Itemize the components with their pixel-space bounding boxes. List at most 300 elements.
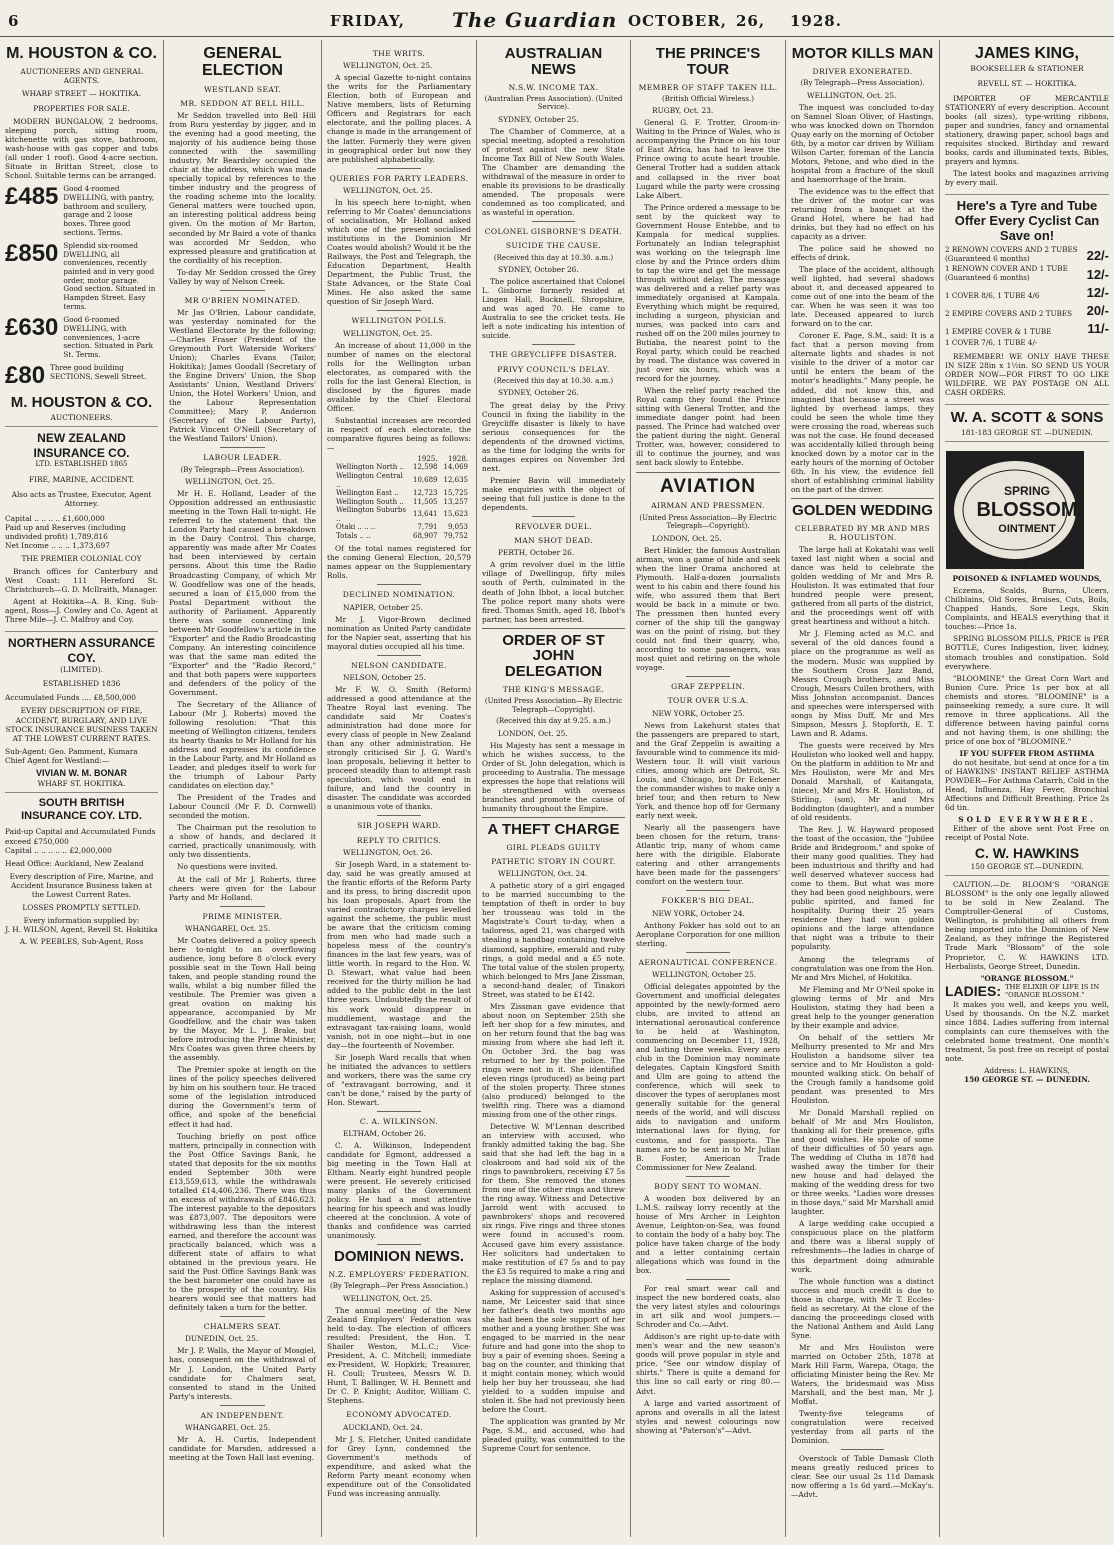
south-british-head-office: Head Office: Auckland, New Zealand: [5, 858, 144, 868]
divider: [636, 472, 780, 473]
column-1: [0, 40, 163, 1537]
property-listing: [5, 364, 158, 388]
james-king-address: REVELL ST. — HOKITIKA.: [977, 78, 1077, 88]
dateline: NAPIER, October 25.: [343, 602, 423, 612]
article-paragraph: C. A. Wilkinson, Independent candidate for Egmont, addressed a big meeting in the Town Hall at Eltham. Nearly eight hundred people were present. He severely criticised many planks of the Government policy. He had a most attentive hearing for his speech and was loudly cheered at the conclusion. A vote of thanks and confidence was carried unanimously.: [327, 1141, 471, 1241]
article-paragraph: Mr J. Vigor-Brown declined nomination as United Party candidate for the Napier seat, asserting that his mayoral duties occupied all his time.: [327, 614, 471, 651]
article-paragraph: Twenty-five telegrams of congratulation were received yesterday from all parts of the Dominion.: [791, 1409, 934, 1446]
south-british-desc: Every description of Fire, Marine, and Accident Insurance Business taken at the Lowest Current Rates.: [9, 871, 154, 899]
credit-line: (British Official Wireless.): [662, 94, 754, 103]
tyre-offer: [945, 246, 1109, 264]
table-row: [333, 489, 471, 498]
tyre-offer: [945, 339, 1109, 348]
dateline: WELLINGTON, Oct. 25.: [343, 61, 433, 71]
tyre-item: 2 EMPIRE COVERS AND 2 TUBES: [945, 308, 1073, 318]
houston-sub-2: AUCTIONEERS.: [50, 412, 113, 422]
sold-label: SOLD EVERYWHERE.: [958, 815, 1096, 825]
dateline: SYDNEY, October 25.: [498, 114, 579, 124]
hawkins-address-2: 150 GEORGE ST. — DUNEDIN.: [964, 1074, 1090, 1084]
credit-line: (By Telegraph—Press Association).: [180, 465, 305, 474]
table-row: [333, 498, 471, 507]
article-paragraph: A special Gazette to-night contains the writs for the Parliamentary Election, both of European and Native members, lists of Returning Officers and Registrars for each electorate, and the polling places. A change is made in the arrangement of the latter. Formerly they were given in geographical order but now they are published alphabetically.: [327, 73, 471, 164]
article-paragraph: A pathetic story of a girl engaged to be married succumbing to the temptation of theft in order to buy her trousseau was told in the Magistrate's Court to-day, when a tailoress, aged 21, was charged with stealing a handbag containing twelve diamond, sapphire, emerald and ruby rings, a gold medal and a £5 note. The total value of the stolen property, which belonged to Mrs Jane Zissman, a second-hand dealer, of Tinakori Street, was stated to be £142.: [482, 881, 625, 999]
article-paragraph: Mr Coates delivered a policy speech here to-night to an overflowing audience, long before 8 o'clock every possible seat in the Town Hall being taken, and people standing round the walls, whilst a big number filled the vestibule. The Premier was given a great ovation on making his appearance, accompanied by Mr Goodfellow, and the chair was taken by the Mayor, Mr L. J. Brake, but before introducing the Prime Minister, Mrs Coates was given three cheers by the assembly.: [169, 935, 316, 1063]
dateline: RUGBY, Oct. 23.: [652, 106, 714, 116]
article-paragraph: The whole function was a distinct success and much credit is due to those in charge, with Mr T. Eccles-field as secretary. At the close of the dancing the proceedings closed with the National Anthem and Auld Lang Syne.: [791, 1276, 934, 1340]
article-paragraph: Asking for suppression of accused's name, Mr Leicester said that since her father's death two months ago she had been the sole support of her mother and a young brother. She was engaged to be married in the near future and had gone into the shop to buy a pair of evening shoes. Seeing a bag on the counter, and thinking that it might contain money, which would help her buy her trousseau, she had yielded to a sudden impulse and stolen it. She had not previously been before the Court.: [482, 1287, 625, 1415]
subheading: CHALMERS SEAT.: [203, 1322, 282, 1332]
article-paragraph: The application was granted by Mr Page, S.M., and accused, who had pleaded guilty, was committed to the Supreme Court for sentence.: [482, 1417, 625, 1454]
james-king-name: JAMES KING,: [974, 45, 1079, 62]
dateline: WELLINGTON, Oct. 25.: [185, 477, 275, 487]
table-cell: 7,791: [417, 523, 438, 532]
subheading: FOKKER'S BIG DEAL.: [661, 896, 755, 906]
divider: [532, 344, 575, 345]
divider: [220, 447, 264, 448]
dateline: NELSON, October 25.: [343, 673, 426, 682]
hawkins-address-label: Address: L. HAWKINS,: [984, 1065, 1070, 1075]
subheading: AERONAUTICAL CONFERENCE.: [638, 957, 778, 967]
section-headline: GENERAL ELECTION: [202, 45, 283, 79]
south-british-capital: Capital .. .. .. .. .. £2,000,000: [5, 845, 112, 855]
article-paragraph: Substantial increases are recorded in respect of each electorate, the comparative figures being as follows:—: [327, 415, 471, 452]
dateline: WELLINGTON, Oct. 25.: [343, 1294, 433, 1303]
article-paragraph: A wooden box delivered by an L.M.S. railway lorry recently at the house of Mrs Archer in Leighton Avenue, Leighton-on-Sea, was found to contain the body of a baby boy. The police have taken charge of the body and a letter containing certain allegations which was found in the box.: [636, 1193, 780, 1276]
article-paragraph: At the call of Mr J. Roberts, three cheers were given for the Labour Party and Mr Holland.: [169, 874, 316, 902]
south-british-subagent: A. W. PEEBLES, Sub-Agent, Ross: [19, 936, 144, 946]
masthead: [0, 0, 1114, 37]
article-paragraph: The President of the Trades and Labour Council (Mr F. D. Cornwell) seconded the motion.: [169, 793, 316, 821]
table-cell: 15,623: [443, 510, 468, 519]
divider: [377, 1111, 420, 1112]
tyre-item: 2 RENOWN COVERS AND 2 TUBES (Guaranteed 6 months): [945, 244, 1078, 263]
ladies-tagline: THE ELIXIR OF LIFE IS IN "ORANGE BLOSSOM.": [1005, 982, 1100, 1000]
article-paragraph: The guests were received by Mrs Houliston who looked well and happy. On the platform in addition to Mr and Mrs Houliston, were Mr and Mrs Donald Marshall, of Kaitangata, (niece), Mr and Mrs R. Houliston, of Stirling, (son), Mr and Mrs Boddington (daughter), and a number of old residents.: [791, 740, 934, 823]
property-price: £80: [5, 362, 46, 390]
tyre-item: 1 EMPIRE COVER & 1 TUBE: [945, 326, 1052, 336]
divider: [841, 1449, 884, 1450]
column-5: [631, 40, 785, 1537]
divider: [220, 906, 264, 907]
houston-sub: AUCTIONEERS AND GENERAL AGENTS.: [20, 66, 143, 85]
advert-paragraph: Addison's are right up-to-date with men's wear and the new season's goods will prove popular in style and price. "See our window display of shirts." There is quite a demand for this line so call early or ring 80.—Advt.: [636, 1332, 780, 1396]
credit-line: (United Press Association—By Electric Telegraph—Copyright).: [484, 697, 623, 714]
tyre-offer: [945, 265, 1109, 283]
article-paragraph: Detective W. M'Lennan described an interview with accused, who frankly admitted taking the bag. She said that she had left the bag in a cloakroom and had sold six of the rings to pawnbrokers, receiving £7 5s for them. She removed the stones from one of the other rings and threw the ring away. Witness and Detective Jarrold went with accused to pawnbrokers' shops and recovered six rings. Five rings and three stones were found in accused's room. Accused gave him every assistance. Her solicitors had undertaken to make restitution of £7 5s and to pay the £3 5s required to make a ring and replace the missing diamond.: [482, 1122, 625, 1285]
dateline: DUNEDIN, Oct. 25.: [185, 1334, 259, 1344]
table-cell: 12,635: [443, 476, 468, 485]
section-headline: AUSTRALIAN NEWS: [504, 45, 603, 78]
article-paragraph: The annual meeting of the New Zealand Employers' Federation was held to-day. The election of officers resulted: President, the Hon. T. Shailer Weston, M.L.C.; Vice-President, A. C. Mitchell; immediate ex-President, W. Hopkirk; Treasurer, H. Coull; Trustees, Messrs W. D. Hunt, T. Ballinger, W. H. Bennett and Dr C. P. Knight; Auditor, William C. Stephens.: [327, 1306, 471, 1406]
james-king-text: IMPORTER OF MERCANTILE STATIONERY of every description. Account books (all sizes), type-writing ribbons, paper and sundries, fancy and ornamental stationery, drawing paper, school bags and requisites stocked. Birthday and reward books, cards and illuminated texts, Bibles, prayers and hymns.: [945, 93, 1109, 166]
dateline: WHANGAREI, Oct. 25.: [185, 1422, 271, 1432]
section-headline: GOLDEN WEDDING: [792, 501, 933, 519]
nzi-trustee: Also acts as Trustee, Executor, Agent Attorney.: [11, 489, 152, 508]
nzi-ad: [5, 431, 158, 632]
article-paragraph: Of the total names registered for the coming General Election, 20,579 names appear on the Supplementary Rolls.: [327, 544, 471, 581]
table-cell: 11,505: [413, 497, 438, 506]
article-paragraph: A grim revolver duel in the little village of Dwellingup, fifty miles south of Perth, culminated in the death of John Ibbot, a local butcher. The police report many shots were fired. Thomas Smith, aged 18, Ibbot's partner, has been arrested.: [482, 560, 625, 624]
tyre-offer: [945, 303, 1109, 319]
page-number: 6: [8, 12, 20, 30]
northern-subagent: Sub-Agent: Geo. Pamment, Kumara: [5, 746, 138, 756]
subheading: ECONOMY ADVOCATED.: [346, 1410, 452, 1420]
divider: [482, 628, 625, 629]
spring-blossom-ad: [945, 446, 1109, 876]
table-cell: Wellington Suburbs ..: [336, 506, 406, 523]
article-paragraph: Mr J. Fleming acted as M.C. and several of the old dances found a place on the programme as well as the modern. Music was supplied by the Southern Cross Jazz Band, Messrs Crough brothers, and Miss Crough, Messrs Cullen brothers, with Miss Johnston accompanist. Dances and speeches were interspersed with songs by Miss Duff, Mr and Mrs Simpson, Messrs J. Stopforth, E. T. Lawn and R. Adams.: [791, 629, 934, 738]
article-paragraph: The inquest was concluded to-day on Samuel Sloan Oliver, of Hastings, who was knocked down on Thorndon Quay early on the morning of October 6th, by a motor car driven by William Wilson Carter, foreman of the Lancia Motors, Petone, and who died in the hospital from a fracture of the skull and haemorrhage of the brain.: [791, 102, 934, 184]
nzi-tagline: THE PREMIER COLONIAL COY: [21, 553, 142, 563]
asthma-text: do not hesitate, but send at once for a tin of HAWKINS' INSTANT RELIEF ASTHMA POWDER—For Asthma Catarrh, Cold in the Head, Influenza, Hay Fever, Bronchial Affections and Difficult Breathing. Price 2s 6d tin.: [945, 757, 1109, 813]
tyre-price: 12/-: [1086, 267, 1109, 283]
article-paragraph: When the relief party reached the Royal camp they found the Prince sitting with General Trotter, and the immediate danger point had been passed. The Prince had watched over the patient during the night. General Trotter, was, however, considered to ill to continue the journey, and was sent back slowly to Entebbe.: [636, 386, 780, 468]
divider: [686, 676, 729, 677]
article-paragraph: Mr and Mrs Houliston were married on October 25th, 1878 at Mark Hill Farm, Warepa, Otago, the officiating Minister being the Rev. Mr Waters, the bridesmaid was Miss Marshall, and the best man, Mr J. Moffat.: [791, 1342, 934, 1406]
dateline: WELLINGTON, Oct. 25.: [343, 185, 433, 195]
tyre-ad: [945, 199, 1109, 405]
houston-name: M. HOUSTON & CO.: [6, 45, 157, 62]
divider: [377, 168, 420, 169]
article-paragraph: Nearly all the passengers have been chosen for the return, trans-Atlantic trip, many of whom came here with the dirigible. Elaborate catering and other arrangements have been made for the passengers' comfort on the western tour.: [636, 823, 780, 887]
subheading: AIRMAN AND PRESSMEN.: [651, 501, 765, 511]
column-3: [322, 40, 476, 1537]
credit-line: (Australian Press Association). (United Service).: [484, 94, 623, 112]
wounds-label: POISONED & INFLAMED WOUNDS,: [952, 574, 1102, 584]
property-listing: MODERN BUNGALOW, 2 bedrooms, sleeping porch, sitting room, kitchenette with gas stove, bathroom, wash-house with gas copper and tubs (all under 1 roof). Good 4-acre section. Situate in Brittan Street, close to School. Suitable terms can be arranged.: [5, 117, 158, 181]
received-line: (Received this day at 10.30. a.m.): [493, 376, 614, 385]
article-paragraph: Bert Hinkler, the famous Australian airman, won a game of hide and seek when the liner Orama anchored at Plymouth. Half-a-dozen journalists went to his cabin and there found his wife, who assured them that Bert would be back in a minute or two. The pressmen then hunted every corner of the ship till the gangway was on the point of rising, but they could not find their quarry, who, according to some passengers, was most quiet and retiring on the whole voyage.: [636, 545, 780, 673]
south-british-losses: LOSSES PROMPTLY SETTLED.: [22, 902, 141, 912]
article-paragraph: Mr A. H. Curtis, Independent candidate for Marsden, addressed a meeting at the Town Hall last evening.: [169, 1434, 316, 1462]
article-paragraph: His Majesty has sent a message in which he wishes success, to the Order of St. John delegation, which is proceeding to Australia. The message expresses the hope that relations will be strengthened with overseas branches and promote the cause of humanity throughout the Empire.: [482, 740, 625, 813]
property-listing: [5, 242, 158, 311]
article-paragraph: Mr J. S. Fletcher, United candidate for Grey Lynn, condemned the Government's methods of expenditure, and asked what the Reform Party meant economy when expenditure out of the Consolidated Fund was increasing annually.: [327, 1434, 471, 1498]
nzi-branch: Branch offices for Canterbury and West Coast: 111 Hereford St. Christchurch—G. D. McIlraith, Manager.: [5, 566, 158, 594]
tyre-price: 20/-: [1086, 302, 1109, 318]
tyre-price: 11/-: [1087, 320, 1109, 336]
tyre-headline: Here's a Tyre and Tube Offer Every Cyclist Can Save on!: [954, 198, 1100, 243]
article-paragraph: The Chamber of Commerce, at a special meeting, adopted a resolution of protest against the new State Income Tax Bill of New South Wales. The Chamber are demanding the withdrawal of the measure in order to enable its provisions to be drastically amended. The proposals were condemned as too complicated, and as wasteful in operation.: [482, 126, 625, 218]
houston-address: WHARF STREET — HOKITIKA.: [21, 88, 142, 98]
dateline: WELLINGTON, October 25.: [652, 969, 757, 979]
article-paragraph: Mr H. E. Holland, Leader of the Opposition addressed an enthusiastic meeting in the Town Hall to-night. He referred to the statement that the London Party had caused a breakdown in the Dairy Control. This charge, apparently was made after Mr Coates had been interviewed by certain persons. About this time the Radio Broadcasting Company, of which Mr W. Goodfellow was one of the heads, secured a loan of £15,000 from the Postal Department without the authority of Parliament. Apparently there was some connecting link between Mr Goodfellow's article in the "Exporter" and the Radio Broadcasting Company. An interesting coincidence was that the same man edited the "Exporter" and the "Radio Record," and that both papers were supporters and defenders of the policy of the Government.: [169, 489, 316, 697]
asthma-heading: IF YOU SUFFER FROM ASTHMA: [959, 748, 1095, 758]
table-header-cell: [333, 455, 410, 464]
divider: [532, 516, 575, 517]
blossom-text: Eczema, Scalds, Burns, Ulcers, Chilblains, Old Sores, Bruises, Cuts, Boils, Chapped Hands, Sore Legs, Skin Complaints, and HEALS everything that it touches:—Price 1s.: [945, 586, 1109, 632]
property-price: £485: [5, 183, 59, 211]
property-text: Good 4-roomed DWELLING, with pantry, bathroom and scullery, garage and 2 loose boxes. Three good sections. Terms.: [63, 184, 154, 237]
houston-ad: [5, 44, 158, 427]
nzi-income: Net Income .. .. .. 1,373,697: [5, 540, 110, 550]
subheading: WELLINGTON POLLS.: [351, 316, 447, 326]
subheading: PRIVY COUNCIL'S DELAY.: [497, 364, 610, 374]
article-paragraph: Premier Bavin will immediately make enquiries with the object of seeing that full justice is done to the dependents.: [482, 475, 625, 512]
divider: [686, 890, 729, 891]
property-text: Splendid six-roomed DWELLING, all conveniences, recently painted and in very good order, motor garage. Good section. Situated in Hampden Street. Easy terms.: [63, 241, 156, 311]
article-paragraph: Mr J. P. Walls, the Mayor of Mosgiel, has, consequent on the withdrawal of Mr J. London, the United Party candidate for Chalmers seat, consented to stand in the United Party's interests.: [169, 1346, 316, 1401]
table-row: [333, 506, 471, 523]
dateline: WELLINGTON, Oct. 25.: [807, 90, 897, 100]
dateline: ELTHAM, October 26.: [343, 1129, 427, 1139]
table-cell: 12,723: [413, 489, 438, 498]
subheading: PATHETIC STORY IN COURT.: [491, 857, 616, 866]
table-cell: 12,598: [413, 463, 438, 472]
table-row: [333, 472, 471, 489]
northern-chief: Chief Agent for Westland:—: [5, 755, 110, 765]
article-paragraph: Among the telegrams of congratulation was one from the Hon. Mr and Mrs Michel, of Hokitika.: [791, 954, 934, 982]
subheading: LABOUR LEADER.: [203, 453, 282, 463]
tyre-price: 12/-: [1086, 284, 1109, 300]
subheading: N.S.W. INCOME TAX.: [508, 82, 599, 92]
article-paragraph: On behalf of the settlers Mr Melhurry presented to Mr and Mrs Houliston a handsome silver tea service and to Mr Houliston a gold-mounted walking stick. On behalf of the Crough family a handsome gold pendant was presented to Mrs Houliston.: [791, 1032, 934, 1105]
dateline: WELLINGTON, Oct. 25.: [343, 328, 433, 338]
masthead-month: OCTOBER,: [628, 12, 728, 30]
newspaper-title: The Guardian: [452, 8, 618, 32]
tyre-item: 1 COVER 7/6, 1 TUBE 4/-: [945, 337, 1038, 347]
table-cell: 15,725: [443, 489, 468, 498]
property-price: £630: [5, 314, 59, 342]
subheading: GRAF ZEPPELIN.: [671, 682, 745, 692]
subheading: MEMBER OF STAFF TAKEN ILL.: [638, 82, 778, 92]
article-paragraph: No questions were invited.: [177, 862, 278, 872]
blossom-top: SPRING: [1003, 483, 1050, 498]
advert-paragraph: For real smart wear call and inspect the new bordered coats, also the very latest styles and colourings in art silk and wool jumpers.—Schroder and Co.—Advt.: [636, 1284, 780, 1330]
table-cell: Otaki .. .. ..: [336, 523, 376, 532]
divider: [482, 817, 625, 818]
article-paragraph: General G. F. Trotter, Groom-in-Waiting to the Prince of Wales, who is accompanying the Prince on his tour of East Africa, has had to leave the Prince owing to acute heart trouble. General Trotter had a sudden attack and collapsed in the river boat Lugard while the party were crossing Lake Albert.: [636, 118, 780, 200]
dateline: LONDON, Oct. 25.: [498, 728, 568, 738]
subheading: NELSON CANDIDATE.: [351, 660, 447, 670]
scott-ad: [945, 409, 1109, 441]
james-king-ad: [945, 44, 1109, 195]
section-headline: DOMINION NEWS.: [334, 1248, 464, 1266]
dateline: WELLINGTON, Oct. 26.: [343, 847, 433, 857]
south-british-ad: [5, 797, 158, 946]
article-paragraph: News from Lakehurst states that the passengers are prepared to start, and the Graf Zeppelin is awaiting a favourable wind to commence its mid-Western tour. It will visit various cities, among which are Detroit, St. Louis, and Chicago, but Dr Eckener the commander wishes to make only a brief tour, and then return to New York, and thence hop off for Germany early next week.: [636, 720, 780, 821]
article-paragraph: The Premier spoke at length on the lines of the policy speeches delivered by him on his southern tour. He traced some of the legislation introduced during the Government's term of office, and spoke of the beneficial effect it had had.: [169, 1065, 316, 1129]
caution-text: CAUTION.—Dr. BLOOM'S "ORANGE BLOSSOM" is the only one legally allowed to be sold in New Zealand. The Comptroller-General of Customs, Wellington, is prohibiting all others from being imported into the Dominion of New Zealand, as they infringe the Registered Trade Mark "Blossom" of the sole Proprietor, C. W. HAWKINS LTD. Herbalists, George Street, Dunedin.: [945, 880, 1109, 971]
masthead-day: FRIDAY,: [330, 12, 406, 30]
subheading: MAN SHOT DEAD.: [514, 536, 593, 546]
tyre-price: 22/-: [1086, 247, 1109, 263]
northern-limited: (LIMITED).: [60, 665, 103, 675]
article-paragraph: The great delay by the Privy Council in fixing the liability in the Greycliffe disaster is likely to have serious consequences for the dependents of the drowned victims, as the time for lodging the writs for damages expires on November 3rd next.: [482, 400, 625, 473]
table-cell: 68,907: [413, 531, 438, 540]
james-king-text: The latest books and magazines arriving by every mail.: [945, 168, 1109, 187]
column-7: [940, 40, 1114, 1537]
houston-name-2: M. HOUSTON & CO.: [10, 394, 153, 412]
property-text: Good 6-roomed DWELLING, with conveniences, 1-acre section. Situated in Park St. Terms.: [63, 315, 153, 359]
divider: [686, 952, 729, 953]
divider: [377, 815, 420, 816]
hawkins-address: 150 GEORGE ST.—DUNEDIN.: [970, 862, 1084, 872]
blossom-mid: BLOSSOM: [976, 499, 1078, 522]
masthead-date: 26,: [736, 12, 766, 30]
divider: [377, 1244, 420, 1245]
dateline: NEW YORK, October 24.: [652, 908, 745, 918]
article-paragraph: Anthony Fokker has sold out to an Aeroplane Corporation for one million sterling.: [636, 920, 780, 948]
nzi-name: NEW ZEALAND INSURANCE CO.: [33, 430, 130, 460]
divider: [377, 310, 420, 311]
subheading: THE KING'S MESSAGE.: [502, 684, 605, 694]
divider: [220, 1405, 264, 1406]
tyre-offer: [945, 321, 1109, 337]
subheading: THE GREYCLIFFE DISASTER.: [489, 350, 618, 360]
dateline: WHANGAREI, Oct. 25.: [185, 923, 271, 933]
column-4: [477, 40, 630, 1537]
subheading: PRIME MINISTER.: [202, 911, 283, 921]
nzi-paid: Paid up and Reserves (including undivided profit) 1,789,816: [5, 522, 126, 541]
nzi-capital: Capital .. .. .. .. £1,600,000: [5, 513, 105, 523]
south-british-agent: J. H. WILSON, Agent, Revell St. Hokitika: [5, 924, 158, 934]
article-paragraph: Mr Seddon travelled into Bell Hill from Ruru yesterday by jigger, and in the evening had a good meeting, the majority of his audience being those connected with the sawmilling industry. Mr Beardsley occupied the chair at the address, which was made specially topical by references to the timber industry and the progress of the roading scheme into the locality. General matters were touched upon, an interesting political address being given. On the motion of Mr Barton, seconded by Mr Baird a vote of thanks was accorded Mr Seddon, who expressed pleasure and gratification at the cordiality of his reception.: [169, 111, 316, 265]
subheading: DRIVER EXONERATED.: [812, 66, 913, 76]
article-paragraph: An increase of about 11,000 in the number of names on the electoral rolls for the Wellington urban electorates, as compared with the rolls for the last General Election, is disclosed by the figures made available by the Chief Electoral Officer.: [327, 340, 471, 413]
article-paragraph: Mr Fleming and Mr O'Neil spoke in glowing terms of Mr and Mrs Houliston, stating they had been a great help to the younger generation by their example and advice.: [791, 984, 934, 1030]
pills-text: SPRING BLOSSOM PILLS, PRICE is PER BOTTLE, Cures Indigestion, liver, kidney, stomach troubles and constipation. Sold everywhere.: [945, 634, 1109, 671]
subheading: TOUR OVER U.S.A.: [667, 696, 749, 706]
article-paragraph: To-day Mr Seddon crossed the Grey Valley by way of Nelson Creek.: [169, 267, 316, 286]
table-row: [333, 455, 471, 464]
northern-established: ESTABLISHED 1836: [42, 679, 121, 689]
article-paragraph: The evidence was to the effect that the driver of the motor car was returning from a banquet at the Grand Hotel, where he had had drinks, but they had no effect on his capacity as a driver.: [791, 186, 934, 241]
divider: [377, 584, 420, 585]
table-cell: 79,752: [443, 531, 468, 540]
northern-ad: [5, 636, 158, 793]
divider: [220, 1316, 264, 1317]
article-paragraph: A large wedding cake occupied a conspicuous place on the platform and there was a liberal supply of refreshments—the ladies in charge of this department doing admirable work.: [791, 1219, 934, 1274]
column-2: [164, 40, 321, 1537]
credit-line: (United Press Association—By Electric Telegraph—Copyright).: [639, 513, 777, 531]
south-british-info: Every information supplied by:: [23, 915, 140, 925]
section-headline: THE PRINCE'S TOUR: [655, 45, 761, 78]
article-paragraph: Mrs Zissman gave evidence that about noon on September 25th she left her shop for a few minutes, and on her return found that the bag was missing from where she had left it. On October 3rd. the bag was returned to her by the police. The rings were not in it. She identified eleven rings (produced) as being part of the stolen property. Three stones (also produced) belonged to the twelfth ring. There was a diamond missing from one of the other rings.: [482, 1001, 625, 1120]
dateline: WELLINGTON, Oct. 24.: [498, 869, 588, 879]
properties-heading: PROPERTIES FOR SALE.: [33, 103, 130, 113]
subheading: N.Z. EMPLOYERS' FEDERATION.: [328, 1270, 470, 1280]
tyre-remember: REMEMBER! WE ONLY HAVE THESE IN SIZE 28in x 1½in. SO SEND US YOUR ORDER NOW—FOR FIRST TO GO LIKE WILDFIRE. WE PAY POSTAGE ON ALL CASH ORDERS.: [945, 352, 1109, 398]
divider: [377, 655, 420, 656]
nzi-agents: Agent at Hokitika—A. B. King. Sub-agent, Ross—J. Cowley and Co. Agent at Three Mile—J. C. Malfroy and Coy.: [5, 597, 158, 625]
divider: [220, 290, 264, 291]
table-cell: 13,641: [413, 510, 438, 519]
ladies-label: LADIES:: [945, 982, 1001, 999]
dateline: AUCKLAND, Oct. 24.: [343, 1422, 423, 1432]
orange-blossom-heading: "ORANGE BLOSSOM.": [980, 973, 1074, 983]
article-paragraph: The place of the accident, although well lighted, had several shadows about it, and deceased appeared to come out of one into the beam of the car. When he was seen it was too late. Deceased appeared to lurch forward on to the car.: [791, 265, 934, 329]
orange-blossom-ad: [945, 880, 1109, 1084]
table-cell: Wellington East ..: [336, 489, 399, 498]
article-paragraph: Official delegates appointed by the Government and unofficial delegates appointed by the newly-formed aero clubs, are invited to attend an international aeronautical conference to be held at Washington, commencing on December 11, 1928, and lasting three weeks. Every aero club in the Dominion may nominate delegates. Captain Kingsford Smith and Ulm are going to attend the conference, which will seek to discover the types of aeroplanes most generally suitable for the general needs of the world, and will discuss aids to navigation and uniform international laws for flying, for customs, and for passports. The names are to be sent in to Mr Julian B. Foster, American Trade Commissioner for New Zealand.: [636, 981, 780, 1172]
property-listing: [5, 316, 158, 359]
article-paragraph: The Rev. J. W. Hayward proposed the toast of the occasion, the "Jubilee Bride and Bridegroom," and spoke of their many good qualities. They had been industrious and thrifty and had well deserved whatever success had come to them. But what was more they had been good neighbours, were public spirited, and famed for hospitality. During their 25 years residence they had won golden opinions and the large attendance that night was a tribute to their popularity.: [791, 825, 934, 952]
advert-paragraph: A large and varied assortment of aprons and overalls in all the latest styles and newest colourings now showing at "Paterson's"—Advt.: [636, 1398, 780, 1435]
poll-table: [333, 455, 471, 540]
subheading: REVOLVER DUEL.: [514, 521, 593, 531]
northern-name: NORTHERN ASSURANCE COY.: [8, 636, 155, 665]
tyre-offer: [945, 285, 1109, 301]
divider: [532, 221, 575, 222]
table-header-cell: 1925.: [417, 454, 438, 463]
credit-line: (By Telegraph—Press Association).: [800, 79, 925, 87]
article-paragraph: Coroner E. Page, S.M., said: It is a fact that a person moving from alternate lights and shades is not visible to the driver of a motor car until he enters the beam of the motor's headlights." Many people, he added, did not know this, and imagined that because a street was lighted by overhead lamps, they could be seen the whole time they were crossing the road, whereas such was not the case. He found deceased was accidentally killed through being knocked down by a motor car in the early hours of the morning of October 6th. In his view, the evidence fell short of establishing criminal liability on the part of the driver.: [791, 331, 934, 494]
orange-blossom-text: It makes you well, and keeps you well, Used by thousands. On the N.Z. market since 1884. Ladies suffering from internal complaints can cure themselves with the celebrated home treatment. One month's treatment, 5s post free on receipt of postal note.: [945, 999, 1109, 1063]
table-cell: 10,689: [413, 476, 438, 485]
masthead-year: 1928.: [790, 12, 842, 30]
property-text: Three good building SECTIONS, Sewell Street.: [50, 363, 147, 382]
article-paragraph: Sir Joseph Ward, in a statement to-day, said he was greatly amused at the frantic efforts of the Reform Party and its press, to bring discredit upon his loan proposals. Apart from the varied contradictory charges levelled against the scheme, the public must be aware that the criticism coming from men who had made such a hopeless mess of the country's finances in the last few years, was of little worth. In regard to the Hon. W. D. Stewart, what value had been received for the thirty million he had added to the public debt in the last three years. Undoubtedly the result of his work would disappear in muddlement, wastage and the extravagant tax-raising loans, would vanish, not in one night—but in one day—the fourteenth of November.: [327, 860, 471, 1050]
northern-desc: EVERY DESCRIPTION OF FIRE, ACCIDENT, BURGLARY, AND LIVE STOCK INSURANCE BUSINESS TAKEN AT THE LOWEST CURRENT RATES.: [5, 706, 158, 743]
article-paragraph: The large hall at Kokatahi was well taxed last night when a social and dance was held to celebrate the golden wedding of Mr and Mrs R. Houliston. It was estimated that four hundred people were present, gathered from all parts of the district, and the proceedings went off with great heartiness and without a hitch.: [791, 545, 934, 627]
subheading: SUICIDE THE CAUSE.: [505, 241, 602, 251]
subheading: CELEBRATED BY MR AND MRS R. HOULISTON.: [794, 523, 931, 542]
northern-funds: Accumulated Funds .... £8,500,000: [5, 693, 136, 703]
table-cell: 13,257: [443, 497, 468, 506]
article-paragraph: The Prince ordered a message to be sent by the quickest way to Government House Entebbe, and to Kampala for medical supplies. Fortunately an Indian telegraphist was working on the telegraph line close by and the Prince orders dhim to tap the wire and get the message through without delay. The message was delivered and a relief party was immediately organised at Kampala. Everything which might be required, including a surgeon, physician and nurses, was packed into cars and rushed off on the 200 miles journey to Butiaba, the nearest point to the Royal party, which could be reached by road. The distance was covered in just over six hours, which was a record for the journey.: [636, 202, 780, 384]
section-headline: A THEFT CHARGE: [487, 821, 620, 838]
south-british-name: SOUTH BRITISH INSURANCE COY. LTD.: [21, 796, 142, 823]
postfree-text: Either of the above sent Post Free on receipt of Postal Note.: [945, 824, 1109, 843]
hawkins-name: C. W. HAWKINS: [974, 845, 1080, 862]
property-listing: [5, 185, 158, 237]
credit-line: (By Telegraph—Per Press Association.): [330, 1282, 468, 1291]
received-line: (Received this day at 9.25. a.m.): [496, 717, 611, 726]
subheading: REPLY TO CRITICS.: [356, 835, 442, 845]
subheading: THE WRITS.: [372, 49, 426, 58]
subheading: MR. SEDDON AT BELL HILL.: [180, 98, 305, 108]
dateline: SYDNEY, October 26.: [498, 265, 579, 275]
table-row: [333, 532, 471, 541]
blossom-bot: OINTMENT: [998, 522, 1056, 535]
subheading: COLONEL GISBORNE'S DEATH.: [484, 227, 623, 237]
cures-label: CURES: [1004, 562, 1050, 572]
dateline: PERTH, October 26.: [498, 548, 575, 558]
article-paragraph: The Secretary of the Alliance of Labour (Mr J. Roberts) moved the following resolution: "That this meeting of Wellington citizens, tenders its hearty thanks to Mr Holland for his address and expresses its confidence in the Labour Party, and Mr Holland as Leader, and pledges itself to work for the triumph of Labour Party candidates on election day.": [169, 699, 316, 791]
article-paragraph: The police ascertained that Colonel L. Gisborne formerly resided at Lingen Hall, Bucknell, Shropshire, and was aged 70. He came to Australia to see the cricket tests. He left a note indicating his intention of suicide.: [482, 277, 625, 341]
received-line: (Received this day at 10.30. a.m.): [493, 253, 614, 262]
table-cell: Totals .. ..: [336, 531, 371, 540]
table-cell: Wellington Central ..: [336, 471, 403, 489]
property-price: £850: [5, 240, 59, 268]
subheading: SIR JOSEPH WARD.: [357, 821, 441, 831]
article-paragraph: Sir Joseph Ward recalls that when he initiated the advances to settlers and workers, there was the same cry of "extravagant borrowing, and it can't be done," raised by the party of Hon. Stewart.: [327, 1052, 471, 1107]
table-cell: 14,069: [443, 463, 468, 472]
divider: [791, 498, 934, 499]
nzi-lines: FIRE, MARINE, ACCIDENT.: [28, 474, 135, 484]
tyre-item: 1 RENOWN COVER AND 1 TUBE (Guaranteed 6 months): [945, 264, 1068, 283]
tyre-item: 1 COVER 8/6, 1 TUBE 4/6: [945, 291, 1040, 301]
article-paragraph: Touching briefly on post office matters, principally in connection with the Post Office Savings Bank, he stated that deposits for the six months ended September 30th were £13,559,613, while the withdrawals totalled £14,406,236. There was thus an excess of withdrawals of £846,623. The interest payable to the depositors was £873,007. The depositors were withdrawing less than the interest earned, and therefore the account was practically balanced, which was a different state of affairs to what obtained in the previous years. He said the Post Office Savings Bank was the best barometer one could have as to the prosperity of the country. His hearers would see that matters had definitely taken a turn for the better.: [169, 1131, 316, 1313]
section-headline: ORDER OF ST JOHN DELEGATION: [502, 631, 605, 681]
column-6: [786, 40, 939, 1537]
subheading: MR O'BRIEN NOMINATED.: [184, 295, 301, 305]
nzi-established: LTD. ESTABLISHED 1865: [35, 460, 128, 469]
article-paragraph: Mr F. W. O. Smith (Reform) addressed a good attendance at the Theatre Royal last evening. The candidate said Mr Coates's administration had done more for every class of people in New Zealand than any other administration. He strongly criticised Sir J. G. Ward's loan proposals, believing it better to proceed steadily than to attempt rash speculation, which would end in failure, and land the country in disaster. The candidate was accorded a unanimous vote of thanks.: [327, 685, 471, 812]
bloomine-text: "BLOOMINE" the Great Corn Wart and Bunion Cure. Price 1s per box at all chemists and stores. "BLOOMINE" is a painseeking remedy, a sure cure. It will remove in three applications. All the difference between having painful corns and not having them, is one shilling; the price of one box of "BLOOMINE.": [945, 673, 1109, 746]
subheading: BODY SENT TO WOMAN.: [654, 1181, 762, 1191]
northern-agent-address: WHARF ST. HOKITIKA.: [37, 778, 126, 788]
divider: [686, 1176, 729, 1177]
table-cell: 9,053: [447, 523, 468, 532]
subheading: WESTLAND SEAT.: [203, 84, 282, 94]
northern-agent-name: VIVIAN W. M. BONAR: [35, 767, 127, 778]
section-headline: AVIATION: [660, 475, 756, 497]
subheading: QUERIES FOR PARTY LEADERS.: [329, 173, 469, 183]
scott-name: W. A. SCOTT & SONS: [950, 409, 1104, 427]
dateline: LONDON, Oct. 25.: [652, 533, 722, 543]
